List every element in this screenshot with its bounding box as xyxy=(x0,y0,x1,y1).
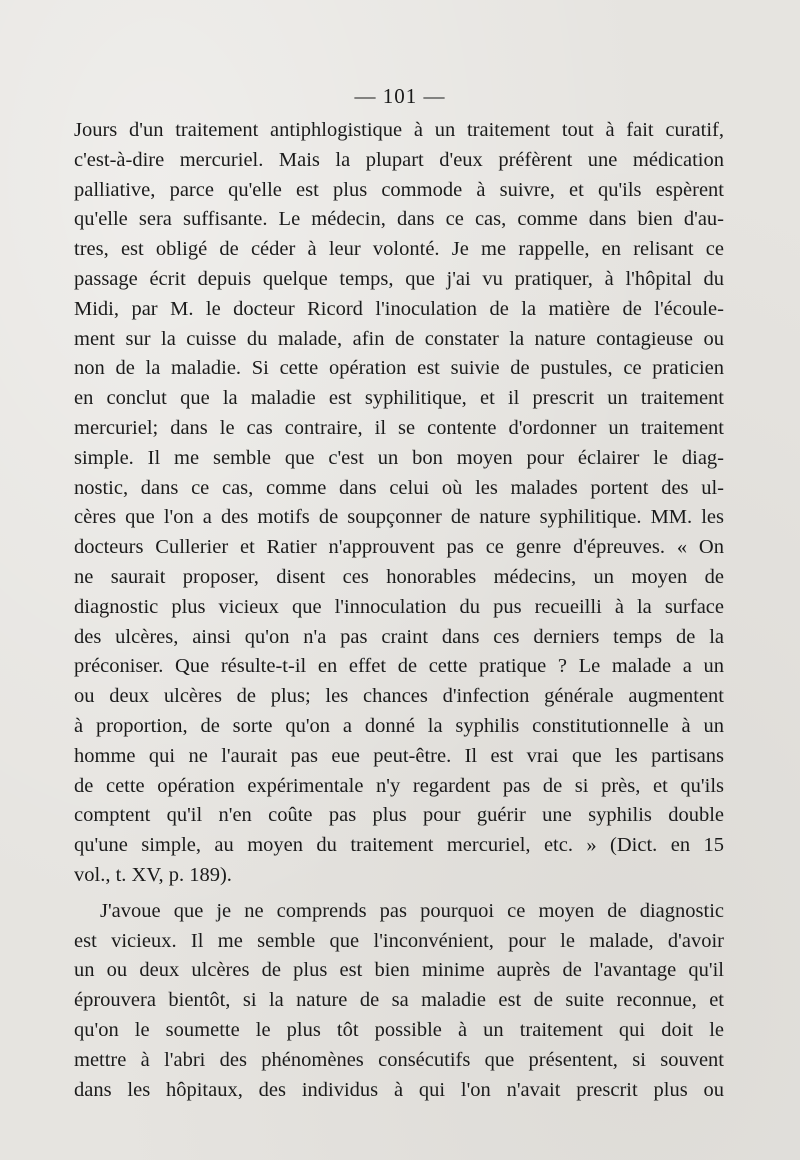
text-line: cères que l'on a des motifs de soupçonner de nature syphilitique. MM. les xyxy=(74,506,724,529)
text-line: à proportion, de sorte qu'on a donné la syphilis constitutionnelle à un xyxy=(74,714,724,737)
text-line: simple. Il me semble que c'est un bon moyen pour éclairer le diag- xyxy=(74,446,724,469)
text-line: J'avoue que je ne comprends pas pourquoi ce moyen de diagnostic xyxy=(100,899,724,922)
text-line: docteurs Cullerier et Ratier n'approuvent pas ce genre d'épreuves. « On xyxy=(74,536,724,559)
text-line: palliative, parce qu'elle est plus commode à suivre, et qu'ils espèrent xyxy=(74,178,724,201)
text-line: ou deux ulcères de plus; les chances d'infection générale augmentent xyxy=(74,685,724,708)
text-line: mercuriel; dans le cas contraire, il se contente d'ordonner un traitement xyxy=(74,416,724,439)
text-line: Jours d'un traitement antiphlogistique à un traitement tout à fait curatif, xyxy=(74,119,724,141)
text-line: de cette opération expérimentale n'y regardent pas de si près, et qu'ils xyxy=(74,774,724,797)
text-line: diagnostic plus vicieux que l'innoculation du pus recueilli à la surface xyxy=(74,595,724,618)
text-line: tres, est obligé de céder à leur volonté. Je me rappelle, en relisant ce xyxy=(74,238,724,261)
text-line: est vicieux. Il me semble que l'inconvénient, pour le malade, d'avoir xyxy=(74,929,724,952)
paragraph-1 xyxy=(74,116,724,891)
text-line: mettre à l'abri des phénomènes consécutifs que présentent, si souvent xyxy=(74,1048,724,1071)
text-line: c'est-à-dire mercuriel. Mais la plupart d'eux préfèrent une médication xyxy=(74,148,724,171)
paragraph-2 xyxy=(74,897,724,1106)
text-line: préconiser. Que résulte-t-il en effet de cette pratique ? Le malade a un xyxy=(74,655,724,678)
text-line: dans les hôpitaux, des individus à qui l'on n'avait prescrit plus ou xyxy=(74,1078,724,1101)
text-line: nostic, dans ce cas, comme dans celui où les malades portent des ul- xyxy=(74,476,724,499)
body-text xyxy=(74,116,724,1105)
text-line: comptent qu'il n'en coûte pas plus pour guérir une syphilis double xyxy=(74,804,724,827)
text-line: passage écrit depuis quelque temps, que j'ai vu pratiquer, à l'hôpital du xyxy=(74,267,724,290)
text-line: éprouvera bientôt, si la nature de sa maladie est de suite reconnue, et xyxy=(74,989,724,1012)
text-line: Midi, par M. le docteur Ricord l'inoculation de la matière de l'écoule- xyxy=(74,297,724,320)
text-line: homme qui ne l'aurait pas eue peut-être. Il est vrai que les partisans xyxy=(74,744,724,767)
text-line: en conclut que la maladie est syphilitique, et il prescrit un traitement xyxy=(74,387,724,410)
text-line: ment sur la cuisse du malade, afin de constater la nature contagieuse ou xyxy=(74,327,724,350)
text-line: des ulcères, ainsi qu'on n'a pas craint dans ces derniers temps de la xyxy=(74,625,724,648)
text-line: qu'on le soumette le plus tôt possible à un traitement qui doit le xyxy=(74,1018,724,1041)
text-line: un ou deux ulcères de plus est bien minime auprès de l'avantage qu'il xyxy=(74,959,724,982)
text-line: ne saurait proposer, disent ces honorables médecins, un moyen de xyxy=(74,565,724,588)
text-line: non de la maladie. Si cette opération est suivie de pustules, ce praticien xyxy=(74,357,724,380)
text-line: qu'une simple, au moyen du traitement mercuriel, etc. » (Dict. en 15 xyxy=(74,834,724,857)
text-line: vol., t. XV, p. 189). xyxy=(74,863,232,886)
text-line: qu'elle sera suffisante. Le médecin, dans ce cas, comme dans bien d'au- xyxy=(74,208,724,231)
page-number: — 101 — xyxy=(354,84,446,108)
